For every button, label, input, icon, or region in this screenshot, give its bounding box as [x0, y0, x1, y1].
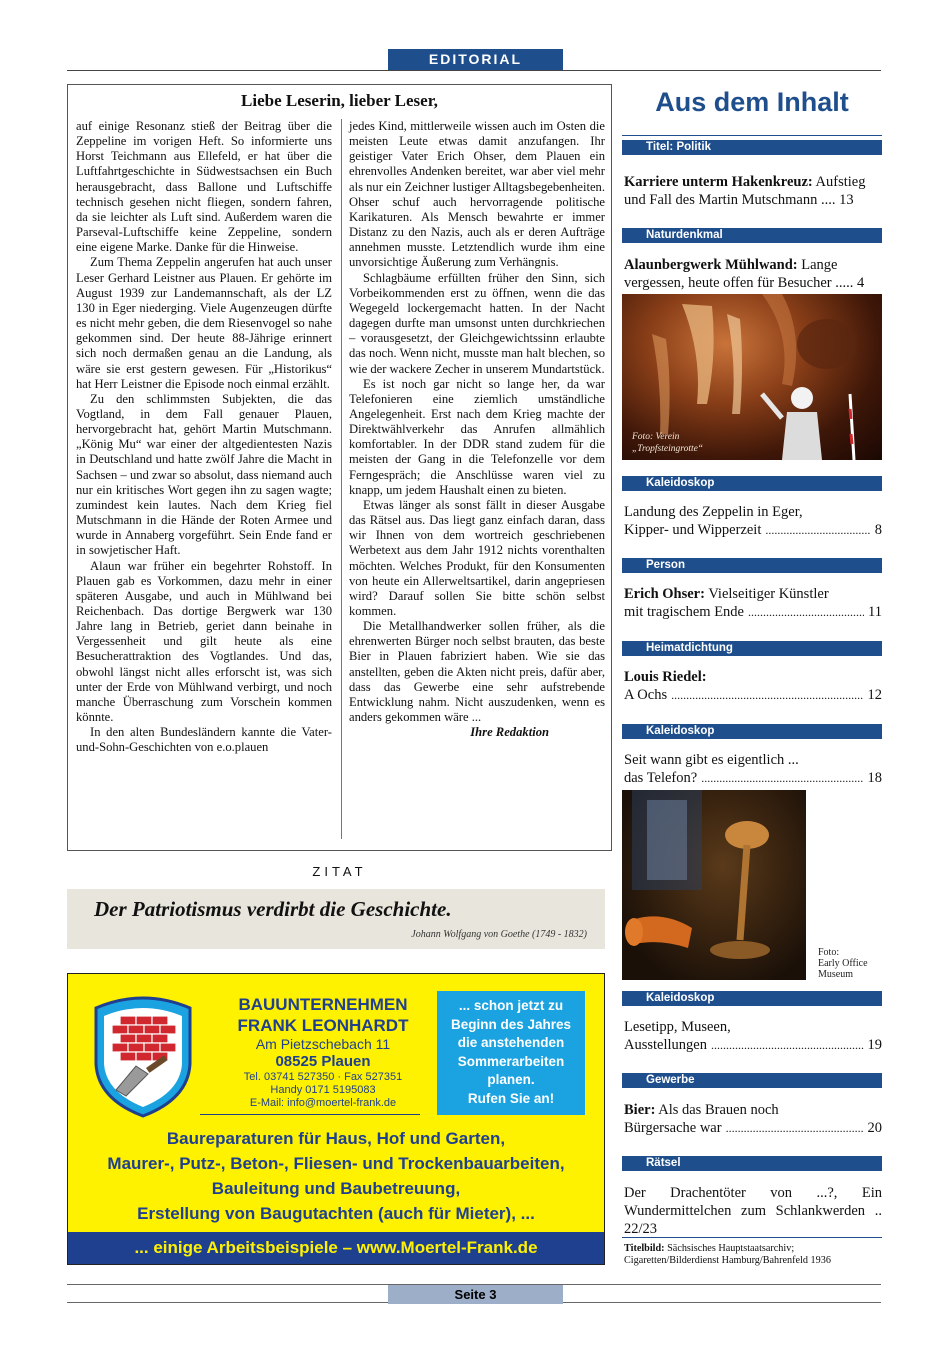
toc-page-number: 20: [867, 1120, 882, 1136]
header-rule: [67, 70, 881, 71]
toc-page-number: 12: [867, 687, 882, 703]
toc-entry-text: Aufstieg und Fall des Martin Mutschmann .... 13: [624, 174, 866, 208]
toc-entry-text: Lange vergessen, heute offen für Besucher ..... 4: [624, 257, 865, 291]
paragraph: Zu den schlimmsten Subjekten, die das Vogtland, in dem Fall genauer Plauen, hervorgebracht hat, gehört Martin Mutschmann. „König Mu“ war einer der altgedientesten Nazis in Deutschland und hatte zwölf Jahre die Macht in Sachsen – und zwar so absolut, dass niemand auch nur ein kritisches Wort gegen ihn zu sagen wagte; zumindest kein lautes. Nach dem Krieg fiel Mutschmann in die Hände der Roten Armee und wurde in Annaberg vorgeführt. Sein Ende fand er in sowjetischer Haft.: [76, 391, 332, 558]
toc-page-number: 8: [874, 522, 882, 538]
toc-entry-bold: Karriere unterm Hakenkreuz:: [624, 174, 813, 190]
toc-entry[interactable]: [624, 1018, 882, 1054]
leader-dots: [748, 603, 864, 621]
service-line: Erstellung von Baugutachten (auch für Mieter), ...: [137, 1204, 535, 1223]
quote-box: [67, 889, 605, 949]
toc-rule: [622, 1237, 882, 1238]
telephone-photo: [622, 790, 806, 980]
leader-dots: [671, 686, 863, 704]
toc-page-number: 19: [867, 1037, 882, 1053]
company-info: [203, 994, 443, 1110]
paragraph: auf einige Resonanz stieß der Beitrag über die Zeppeline im vorigen Heft. So informierte uns Horst Teichmann aus Ellefeld, er hat über die Luftfahrtgeschichte in Südwestsachsen ein Buch herausgebracht, dass Ballone und Luftschiffe technisch gesehen nicht fliegen, sondern fahren, da sie leichter als Luft sind. Außerdem waren die Parseval-Luftschiffe keine Zeppeline, sondern eine eigene Marke. Danke für die Hinweise.: [76, 119, 332, 255]
company-phone: Tel. 03741 527350 · Fax 527351: [243, 1071, 403, 1083]
toc-entry[interactable]: [624, 585, 882, 621]
promo-line: planen.: [487, 1072, 535, 1087]
editorial-column-right: [349, 119, 605, 740]
paragraph: Es ist noch gar nicht so lange her, da war Telefonieren eine ziemlich umständliche Angelegenheit. Erst nach dem Krieg machte der Direktwählverkehr das Anrufen allmählich komfortabler. In der DDR stand zudem für die meisten der Gang in die Telefonzelle vor dem Ferngespräch; die Anschlüsse waren viel zu knapp, um jedem Haushalt einen zu bieten.: [349, 376, 605, 497]
toc-entry-bold: Alaunbergwerk Mühlwand:: [624, 257, 798, 273]
leader-dots: [701, 769, 863, 787]
toc-entry[interactable]: [624, 256, 882, 292]
promo-line: die anstehenden: [457, 1035, 565, 1050]
telephone-illustration: [622, 790, 806, 980]
toc-section-label: Gewerbe: [622, 1073, 882, 1088]
toc-entry[interactable]: [624, 173, 882, 209]
toc-entry-text: Vielseitiger Künstler: [704, 586, 829, 602]
editorial-box: [67, 84, 612, 851]
toc-section-label: Kaleidoskop: [622, 724, 882, 739]
editorial-column-left: [76, 119, 332, 756]
toc-section-label: Kaleidoskop: [622, 991, 882, 1006]
caption-line: Museum: [818, 969, 853, 980]
toc-entry[interactable]: [624, 751, 882, 787]
company-street: Am Pietzschebach 11: [255, 1036, 391, 1052]
toc-entry-text: Der Drachentöter von ...?, Ein Wundermittelchen zum Schlankwerden .. 22/23: [624, 1185, 882, 1237]
leader-dots: [711, 1036, 864, 1054]
toc-entry-line: Ausstellungen: [624, 1037, 707, 1053]
ad-footer-link[interactable]: ... einige Arbeitsbeispiele – www.Moertel-Frank.de: [68, 1232, 604, 1264]
paragraph: Etwas länger als sonst fällt in dieser Ausgabe das Rätsel aus. Das liegt ganz einfach daran, dass wir Ihnen von dem wortreich geschriebenen Werbetext aus dem Jahr 1912 nichts vorenthalten möchten. Welches Produkt, für den Konsumenten von heute ein Allerweltsartikel, darin angepriesen wird? Darauf sollen Sie bitte schön selbst kommen.: [349, 497, 605, 618]
page-number: Seite 3: [388, 1285, 563, 1304]
toc-entry[interactable]: [624, 1184, 882, 1238]
toc-page-number: 11: [868, 604, 882, 620]
toc-entry-line: das Telefon?: [624, 770, 698, 786]
paragraph: jedes Kind, mittlerweile wissen auch im Osten die meisten Leute etwas damit anzufangen. Ihr geistiger Vater Erich Ohser, dem Plauen ein ehrenvolles Andenken bereitet, war aber viel mehr als nur ein Zeichner lustiger Alltagsbegebenheiten. Ohser schuf auch hervorragende politische Karikaturen. Als Mensch bewahrte er immer Distanz zu den Nazis, auch als er deren Aufträge annehmen musste. Letztendlich wurde ihm eine unvorsichtige Äußerung zum Verhängnis.: [349, 119, 605, 270]
toc-title: Aus dem Inhalt: [655, 87, 849, 117]
toc-entry-line: Kipper- und Wipperzeit: [624, 522, 762, 538]
paragraph: Die Metallhandwerker sollen früher, als die ehrenwerten Bürger noch selbst brauten, das beste Bier in Plauen fabriziert haben. Wie sie das anstellten, geben die Akten nicht preis, dafür aber, dass das Gewerbe eine sehr aufstrebende Entwicklung nahm. Nicht auszudenken, wenn es anders gekommen wäre ...: [349, 619, 605, 725]
toc-section-label: Person: [622, 558, 882, 573]
quote-text: Der Patriotismus verdirbt die Geschichte.: [94, 897, 452, 921]
company-email: E-Mail: info@moertel-frank.de: [249, 1097, 397, 1109]
toc-rule: [622, 135, 882, 136]
toc-entry-line: Landung des Zeppelin in Eger,: [624, 504, 803, 520]
paragraph: Zum Thema Zeppelin angerufen hat auch unser Leser Gerhard Leistner aus Plauen. Er gehörte im August 1939 zur Landemannschaft, als der LZ 130 in Eger niederging. Viele Augenzeugen dürfte es nicht mehr geben, die dem Riesenvogel so nahe gekommen sind. Der heute 88-Jährige erinnert sich noch dermaßen genau an die Landung, als wäre sie erst gestern gewesen. Für „Historikus“ hat Herr Leistner die Episode noch einmal erzählt.: [76, 255, 332, 391]
toc-entry-bold: Bier:: [624, 1102, 656, 1118]
paragraph: Schlagbäume erfüllten früher den Sinn, sich Vorbeikommenden erst zu öffnen, wenn die das Wegegeld lockergemacht hatten. In der Nacht dagegen durfte man umsonst unten durchkriechen – vorausgesetzt, der Gleichgewichtssinn erlaubte das noch. Wenn nicht, musste man halt blechen, so wie der wackere Zecher in unserem Mundartstück.: [349, 270, 605, 376]
column-divider: [341, 119, 342, 839]
company-shield-logo: [88, 994, 198, 1119]
promo-line: Rufen Sie an!: [467, 1090, 555, 1106]
caption-line: Foto: Verein: [632, 432, 680, 442]
toc-page-number: 18: [867, 770, 882, 786]
promo-line: Beginn des Jahres: [450, 1016, 572, 1032]
photo-caption: [632, 431, 703, 455]
editorial-title: Liebe Leserin, lieber Leser,: [241, 91, 438, 110]
toc-entry-bold: Louis Riedel:: [624, 669, 707, 685]
section-header: EDITORIAL: [388, 49, 563, 70]
cover-credit: [624, 1243, 882, 1267]
company-name-line1: BAUUNTERNEHMEN: [238, 995, 408, 1014]
paragraph: Alaun war früher ein begehrter Rohstoff. In Plauen gab es Vorkommen, dazu mehr in einer späteren Ausgabe, und auch in Mühlwand bei Reichenbach. Das dortige Bergwerk war 130 Jahre lang in Betrieb, geriet dann beinahe in Vergessenheit und gilt heute als eine Besucherattraktion des Vogtlandes. Und das, obwohl längst nicht alles erforscht ist, was sich unter der Erde von Mühlwand verbirgt, und noch manche Überraschung zum Vorschein kommen könnte.: [76, 558, 332, 725]
toc-section-label: Kaleidoskop: [622, 476, 882, 491]
service-line: Baureparaturen für Haus, Hof und Garten,: [166, 1129, 506, 1148]
paragraph: In den alten Bundesländern kannte die Vater-und-Sohn-Geschichten von e.o.plauen: [76, 725, 332, 755]
helmet-icon: [791, 387, 813, 409]
caption-line: Foto:: [818, 947, 840, 958]
promo-line: ... schon jetzt zu: [458, 998, 564, 1013]
company-name-line2: FRANK LEONHARDT: [237, 1016, 409, 1035]
phone-mouthpiece-icon: [725, 821, 769, 849]
editorial-signature: Ihre Redaktion: [470, 725, 549, 740]
advertisement: [67, 973, 605, 1265]
promo-line: Sommerarbeiten: [457, 1053, 565, 1069]
toc-entry[interactable]: [624, 1101, 882, 1137]
toc-entry-line: A Ochs: [624, 687, 668, 703]
toc-entry-text: Als das Brauen noch: [655, 1102, 779, 1118]
leader-dots: [726, 1119, 864, 1137]
ad-promo-box: [437, 991, 585, 1115]
toc-section-label: Rätsel: [622, 1156, 882, 1171]
ad-services: [68, 1126, 604, 1226]
caption-line: „Tropfsteingrotte“: [632, 444, 704, 454]
toc-entry-line: Bürgersache war: [624, 1120, 722, 1136]
toc-section-label: Titel: Politik: [622, 140, 882, 155]
caption-line: Early Office: [818, 958, 868, 969]
toc-section-label: Naturdenkmal: [622, 228, 882, 243]
toc-entry-bold: Erich Ohser:: [624, 586, 705, 602]
ad-divider: [200, 1114, 420, 1115]
toc-entry-line: Seit wann gibt es eigentlich ...: [624, 752, 799, 768]
company-city: 08525 Plauen: [275, 1053, 371, 1070]
zitat-label: ZITAT: [312, 864, 367, 879]
toc-entry[interactable]: [624, 503, 882, 539]
service-line: Maurer-, Putz-, Beton-, Fliesen- und Trockenbauarbeiten,: [107, 1154, 565, 1173]
leader-dots: [765, 521, 870, 539]
toc-entry-line: mit tragischem Ende: [624, 604, 744, 620]
toc-section-label: Heimatdichtung: [622, 641, 882, 656]
toc-entry[interactable]: [624, 668, 882, 704]
service-line: Bauleitung und Baubetreuung,: [211, 1179, 461, 1198]
cover-credit-text: Sächsisches Hauptstaatsarchiv; Cigaretten/Bilderdienst Hamburg/Bahrenfeld 1936: [624, 1243, 831, 1266]
cover-credit-label: Titelbild:: [624, 1243, 665, 1254]
toc-entry-line: Lesetipp, Museen,: [624, 1019, 731, 1035]
quote-author: Johann Wolfgang von Goethe (1749 - 1832): [411, 929, 587, 940]
company-mobile: Handy 0171 5195083: [270, 1084, 376, 1096]
photo-caption: [818, 947, 868, 980]
